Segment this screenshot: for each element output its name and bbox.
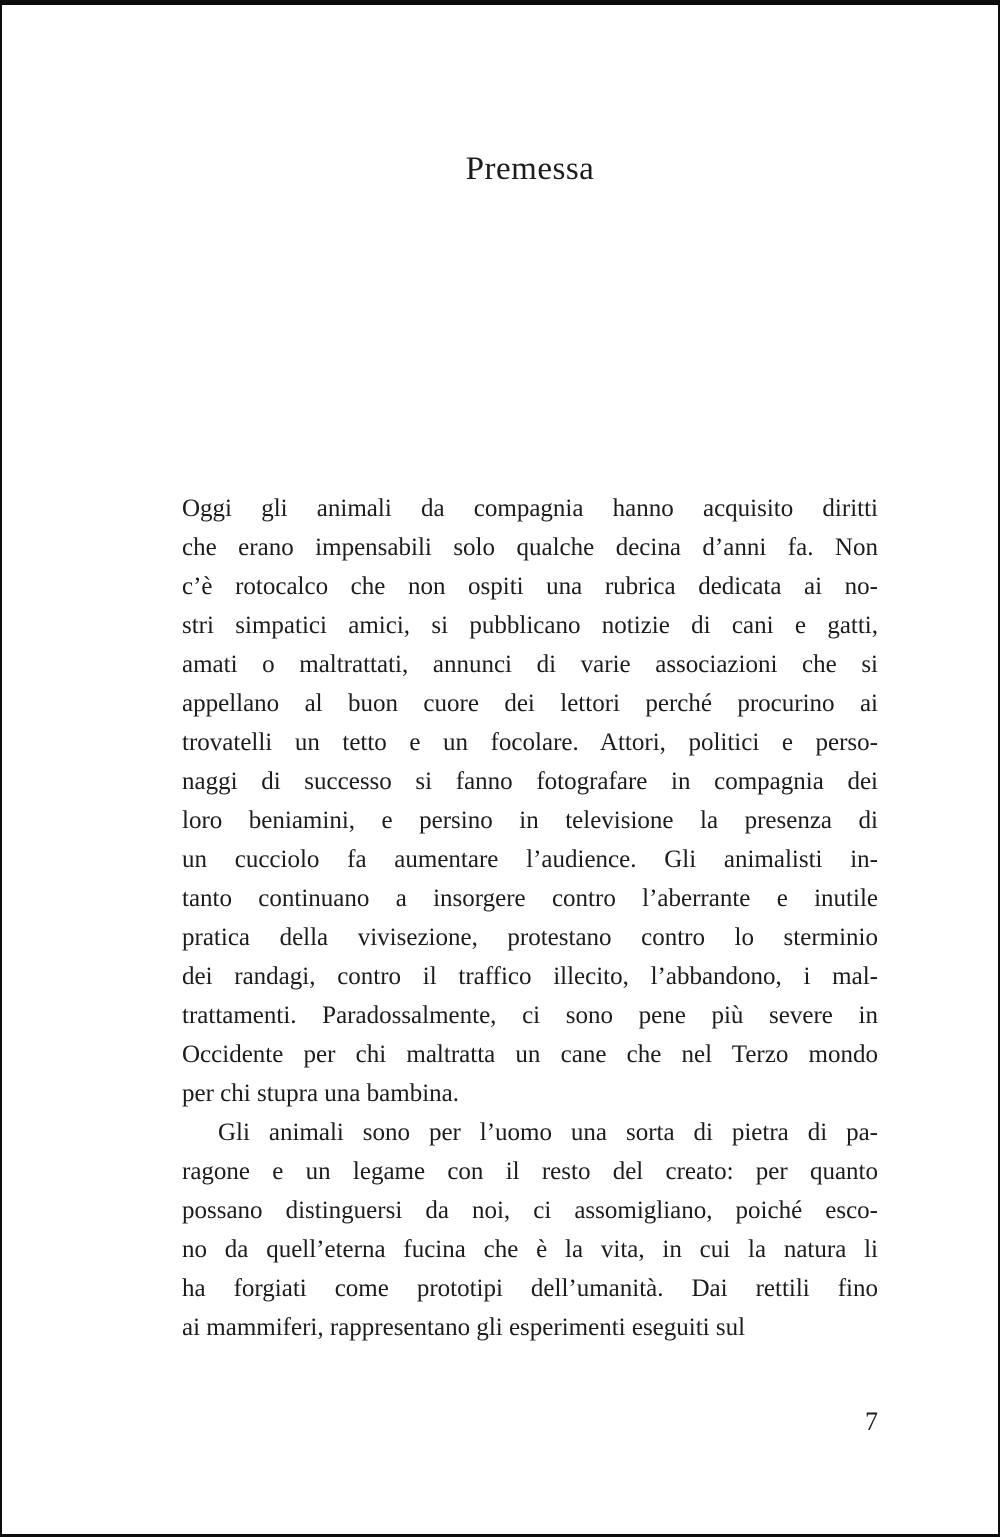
text-line: c’è rotocalco che non ospiti una rubrica dedicata ai no- xyxy=(182,572,878,600)
text-line: che erano impensabili solo qualche decina d’anni fa. Non xyxy=(182,533,878,561)
text-line: Occidente per chi maltratta un cane che nel Terzo mondo xyxy=(182,1040,878,1068)
text-line: Gli animali sono per l’uomo una sorta di pietra di pa- xyxy=(218,1118,878,1146)
text-line: trattamenti. Paradossalmente, ci sono pene più severe in xyxy=(182,1001,878,1029)
text-line: per chi stupra una bambina. xyxy=(182,1079,459,1107)
page-number: 7 xyxy=(865,1406,878,1436)
chapter-title: Premessa xyxy=(465,151,595,187)
text-line: ragone e un legame con il resto del creato: per quanto xyxy=(182,1157,878,1185)
text-line: trovatelli un tetto e un focolare. Attori, politici e perso- xyxy=(182,728,878,756)
paragraph-1 xyxy=(182,489,878,1113)
text-line: stri simpatici amici, si pubblicano notizie di cani e gatti, xyxy=(182,611,878,639)
text-line: pratica della vivisezione, protestano contro lo sterminio xyxy=(182,923,878,951)
text-line: ha forgiati come prototipi dell’umanità. Dai rettili fino xyxy=(182,1274,878,1302)
text-line: tanto continuano a insorgere contro l’aberrante e inutile xyxy=(182,884,878,912)
body-text xyxy=(182,489,878,1347)
text-line: ai mammiferi, rappresentano gli esperimenti eseguiti sul xyxy=(182,1313,746,1341)
text-line: loro beniamini, e persino in televisione la presenza di xyxy=(182,806,878,834)
text-line: dei randagi, contro il traffico illecito, l’abbandono, i mal- xyxy=(182,962,878,990)
text-line: Oggi gli animali da compagnia hanno acquisito diritti xyxy=(182,494,878,522)
paragraph-2 xyxy=(182,1113,878,1347)
text-line: naggi di successo si fanno fotografare in compagnia dei xyxy=(182,767,878,795)
text-line: possano distinguersi da noi, ci assomigliano, poiché esco- xyxy=(182,1196,878,1224)
text-line: un cucciolo fa aumentare l’audience. Gli animalisti in- xyxy=(182,845,878,873)
text-line: no da quell’eterna fucina che è la vita, in cui la natura li xyxy=(182,1235,878,1263)
text-line: amati o maltrattati, annunci di varie associazioni che si xyxy=(182,650,878,678)
text-line: appellano al buon cuore dei lettori perché procurino ai xyxy=(182,689,878,717)
